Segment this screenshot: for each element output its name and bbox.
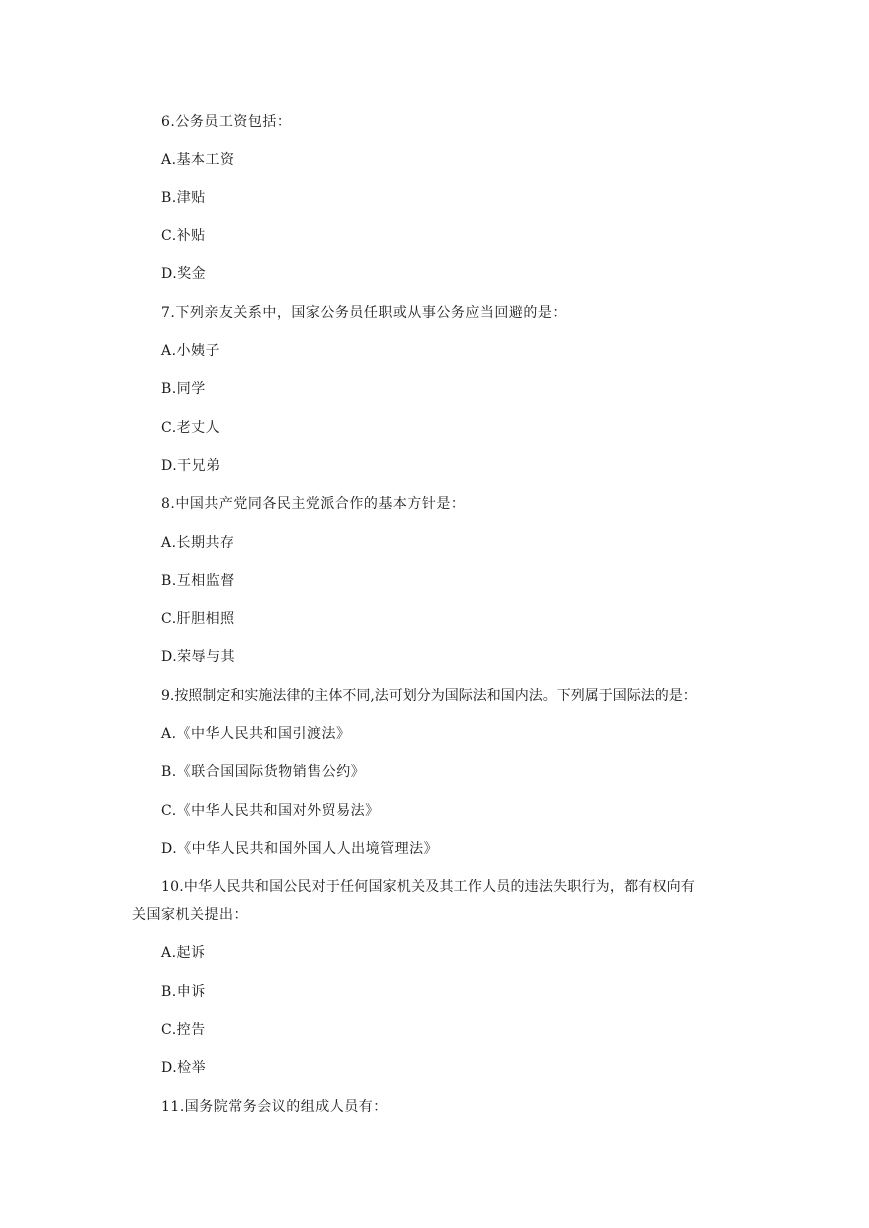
- question-9-option-c: C.《中华人民共和国对外贸易法》: [161, 803, 380, 819]
- question-8-stem: 8.中国共产党同各民主党派合作的基本方针是：: [161, 496, 466, 512]
- question-10-option-d: D.检举: [161, 1060, 207, 1076]
- question-10-option-c: C.控告: [161, 1022, 206, 1038]
- question-6-option-c: C.补贴: [161, 228, 206, 244]
- question-9-option-d: D.《中华人民共和国外国人人出境管理法》: [161, 841, 439, 857]
- question-6-option-a: A.基本工资: [161, 152, 235, 168]
- question-10-option-a: A.起诉: [161, 945, 206, 961]
- question-9-stem: 9.按照制定和实施法律的主体不同,法可划分为国际法和国内法。下列属于国际法的是：: [161, 688, 697, 704]
- question-8-option-b: B.互相监督: [161, 573, 235, 589]
- question-6-option-d: D.奖金: [161, 266, 207, 282]
- question-10-stem-line-1: 10.中华人民共和国公民对于任何国家机关及其工作人员的违法失职行为，都有权向有: [161, 879, 696, 895]
- question-8-option-a: A.长期共存: [161, 535, 235, 551]
- question-7-option-d: D.干兄弟: [161, 458, 221, 474]
- question-6-stem: 6.公务员工资包括：: [161, 114, 292, 130]
- question-9-option-a: A.《中华人民共和国引渡法》: [161, 726, 351, 742]
- question-8-option-d: D.荣辱与其: [161, 649, 236, 665]
- question-7-stem: 7.下列亲友关系中，国家公务员任职或从事公务应当回避的是：: [161, 305, 567, 321]
- question-7-option-c: C.老丈人: [161, 420, 221, 436]
- question-8-option-c: C.肝胆相照: [161, 611, 235, 627]
- question-10-option-b: B.申诉: [161, 984, 206, 1000]
- question-7-option-b: B.同学: [161, 381, 206, 397]
- question-11-stem: 11.国务院常务会议的组成人员有：: [161, 1099, 388, 1115]
- question-10-stem-line-2: 关国家机关提出：: [132, 907, 248, 923]
- question-7-option-a: A.小姨子: [161, 343, 221, 359]
- question-6-option-b: B.津贴: [161, 190, 206, 206]
- question-9-option-b: B.《联合国国际货物销售公约》: [161, 764, 366, 780]
